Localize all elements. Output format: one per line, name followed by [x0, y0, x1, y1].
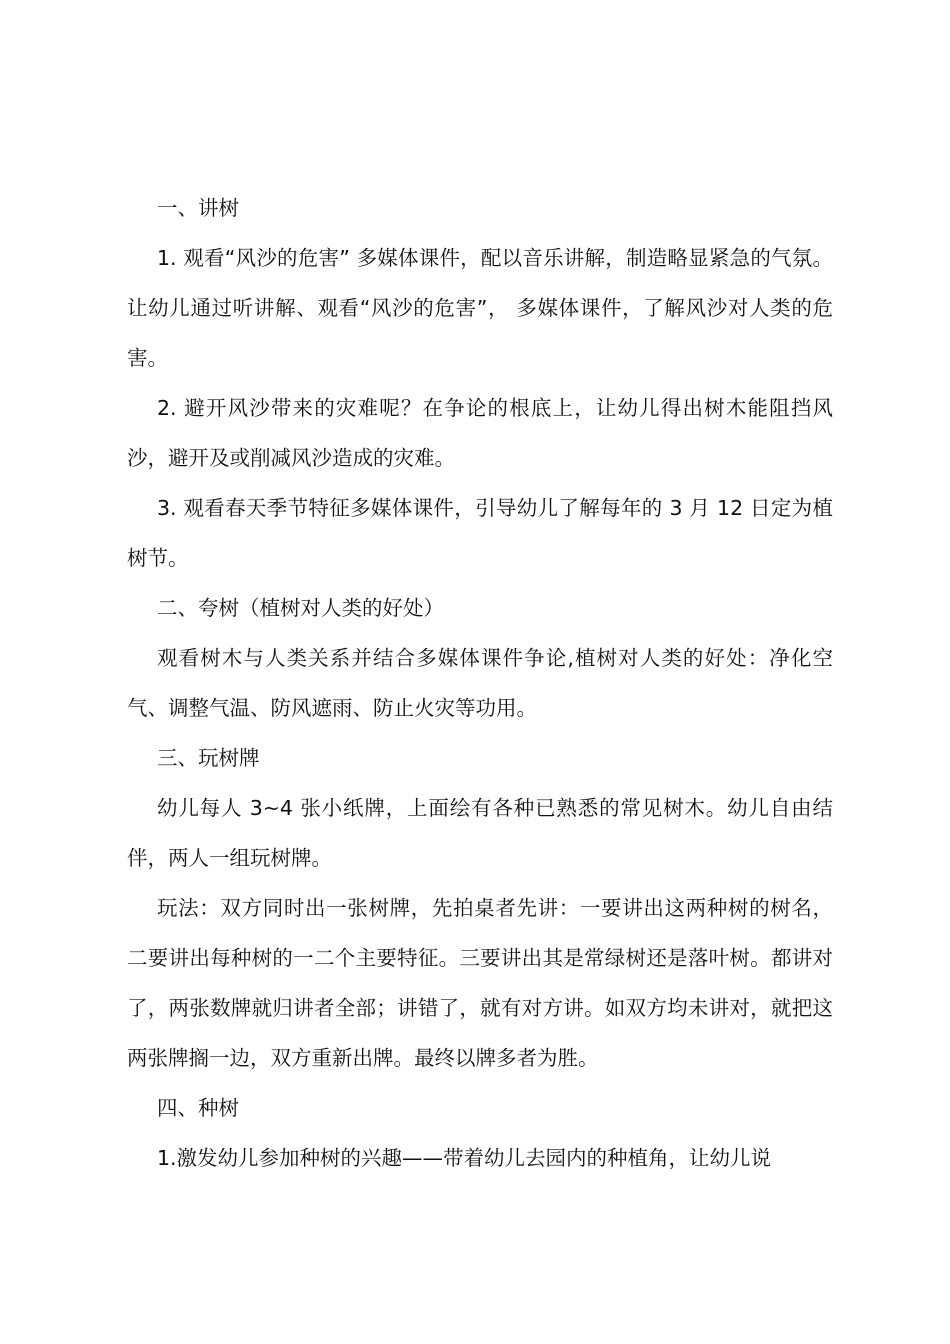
document-page	[127, 183, 833, 1183]
section-heading-2: 二、夸树（植树对人类的好处）	[157, 596, 444, 620]
paragraph-1-2: 2. 避开风沙带来的灾难呢？在争论的根底上，让幼儿得出树木能阻挡风沙，避开及或削减风沙造成的灾难。	[127, 396, 833, 470]
section-heading-4: 四、种树	[157, 1096, 239, 1120]
paragraph-4-1: 1.激发幼儿参加种树的兴趣——带着幼儿去园内的种植角，让幼儿说	[157, 1146, 772, 1170]
paragraph-2-1: 观看树木与人类关系并结合多媒体课件争论,植树对人类的好处：净化空气、调整气温、防风遮雨、防止火灾等功用。	[127, 646, 833, 720]
section-heading-3: 三、玩树牌	[157, 746, 260, 770]
paragraph-3-1: 幼儿每人 3~4 张小纸牌，上面绘有各种已熟悉的常见树木。幼儿自由结伴，两人一组玩树牌。	[127, 796, 833, 870]
paragraph-1-3: 3. 观看春天季节特征多媒体课件，引导幼儿了解每年的 3 月 12 日定为植树节。	[127, 496, 833, 570]
section-heading-1: 一、讲树	[157, 196, 239, 220]
paragraph-3-2: 玩法：双方同时出一张树牌，先拍桌者先讲：一要讲出这两种树的树名，二要讲出每种树的一二个主要特征。三要讲出其是常绿树还是落叶树。都讲对了，两张数牌就归讲者全部；讲错了，就有对方讲。如双方均未讲对，就把这两张牌搁一边，双方重新出牌。最终以牌多者为胜。	[127, 896, 833, 1070]
paragraph-1-1: 1. 观看“风沙的危害” 多媒体课件，配以音乐讲解，制造略显紧急的气氛。让幼儿通过听讲解、观看“风沙的危害”， 多媒体课件，了解风沙对人类的危害。	[127, 246, 833, 370]
